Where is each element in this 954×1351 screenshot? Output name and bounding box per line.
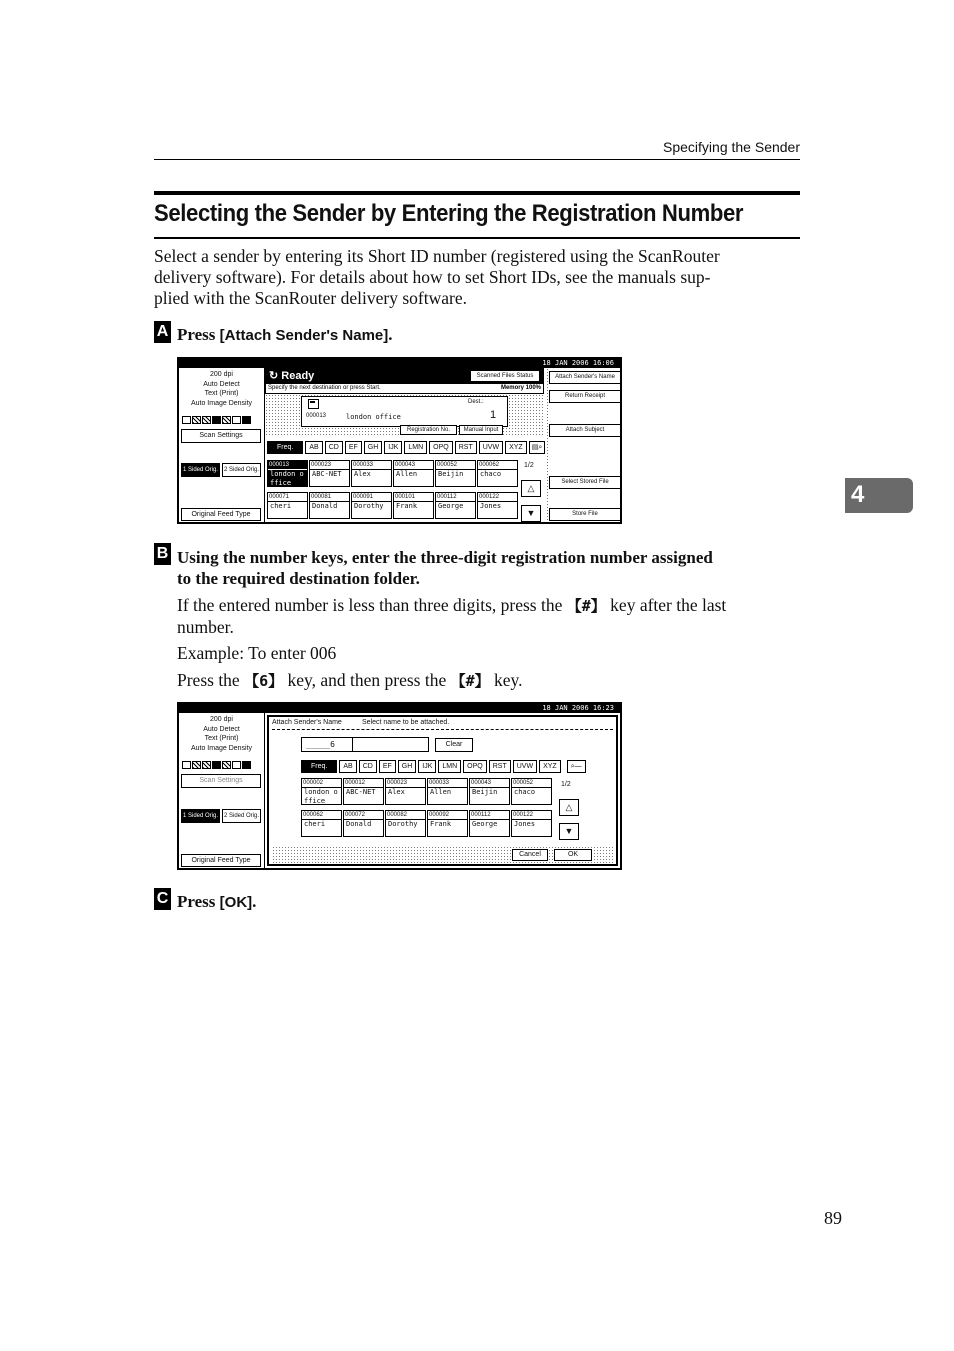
step-2-example: Example: To enter 006 [177, 643, 337, 663]
title-rule-top [154, 191, 800, 195]
attach-senders-name-key: [Attach Sender's Name] [219, 327, 389, 344]
index-tabs [301, 760, 586, 773]
list-item[interactable]: 000092 Frank [427, 810, 468, 837]
status-message: Specify the next destination or press Start. Memory 100% [268, 385, 541, 391]
tab-gh[interactable]: GH [364, 441, 383, 454]
screen-1-datetime: 18 JAN 2006 16:06 [179, 359, 620, 368]
tab-ef[interactable]: EF [345, 441, 362, 454]
step-2-press-keys: Press the 【6】 key, and then press the 【#】 key. [177, 670, 523, 690]
title-rule-bottom [154, 237, 800, 239]
screen-2-left-panel [179, 713, 265, 868]
screen-1 [177, 357, 622, 524]
attach-senders-name-dialog [267, 715, 618, 866]
tab-cd[interactable]: CD [359, 760, 377, 773]
list-item[interactable]: 000012 ABC-NET [343, 778, 384, 805]
original-feed-type-button[interactable]: Original Feed Type [181, 854, 261, 867]
destination-field[interactable] [301, 396, 508, 427]
density-selector[interactable] [182, 761, 251, 769]
step-3-text: Press [OK]. [177, 892, 257, 911]
list-item[interactable]: 000052 chaco [511, 778, 552, 805]
screen-1-left-panel [179, 368, 265, 522]
destination-folder-id: 000013 [306, 413, 327, 419]
status-bar [265, 368, 544, 394]
folder-icon [308, 399, 319, 409]
ok-key: [OK] [219, 894, 253, 911]
list-item[interactable]: 000112 George [435, 492, 476, 519]
list-item[interactable]: 000002 london o ffice [301, 778, 342, 805]
scan-settings-button[interactable]: Scan Settings [181, 429, 261, 443]
attach-senders-name-button[interactable]: Attach Sender's Name [549, 371, 621, 384]
tab-rst[interactable]: RST [489, 760, 511, 773]
tab-rst[interactable]: RST [455, 441, 477, 454]
ok-button[interactable]: OK [554, 849, 592, 861]
tab-freq[interactable]: Freq. [301, 760, 337, 773]
list-item[interactable]: 000071 cheri [267, 492, 308, 519]
list-item[interactable]: 000023 Alex [385, 778, 426, 805]
one-sided-original-button[interactable]: 1 Sided Orig. [181, 809, 220, 823]
tab-opq[interactable]: OPQ [463, 760, 487, 773]
registration-no-button[interactable]: Registration No. [400, 425, 457, 435]
store-file-button[interactable]: Store File [549, 508, 621, 521]
original-feed-type-button[interactable]: Original Feed Type [181, 508, 261, 521]
step-2-text: Using the number keys, enter the three-digit registration number assigned to the required destination folder. [177, 548, 713, 588]
destination-area [265, 394, 544, 437]
list-item[interactable]: 000043 Beijin [469, 778, 510, 805]
section-title: Selecting the Sender by Entering the Registration Number [154, 200, 744, 227]
list-item[interactable]: 000043 Allen [393, 460, 434, 487]
step-3-number: C [154, 888, 171, 910]
dest-count: 1 [490, 409, 497, 421]
screen-2-datetime: 18 JAN 2006 16:23 [179, 704, 620, 713]
step-2-instruction: If the entered number is less than three digits, press the 【#】 key after the last number. [177, 595, 727, 637]
dialog-message: Select name to be attached. [362, 719, 450, 726]
dialog-title: Attach Sender's Name [272, 719, 342, 726]
list-item[interactable]: 000122 Jones [511, 810, 552, 837]
running-head: Specifying the Sender [663, 139, 800, 155]
list-item[interactable]: 000122 Jones [477, 492, 518, 519]
tab-ijk[interactable]: IJK [384, 441, 402, 454]
list-item[interactable]: 000091 Dorothy [351, 492, 392, 519]
tab-xyz[interactable]: XYZ [539, 760, 561, 773]
return-receipt-button[interactable]: Return Receipt [549, 390, 621, 403]
list-item[interactable]: 000112 George [469, 810, 510, 837]
header-rule [154, 159, 800, 160]
scan-info: 200 dpi Auto Detect Text (Print) Auto Image Density [190, 371, 253, 407]
scroll-up-button[interactable]: △ [521, 480, 541, 497]
step-1-number: A [154, 321, 171, 343]
search-icon[interactable]: ▤⌕ [529, 441, 546, 454]
chapter-tab: 4 [845, 478, 913, 513]
hash-key: 【#】 [450, 672, 490, 690]
intro-line: Select a sender by entering its Short ID number (registered using the ScanRouter [154, 246, 720, 266]
hash-key: 【#】 [566, 597, 606, 615]
destination-folder-name: london office [346, 413, 401, 421]
scan-info: 200 dpi Auto Detect Text (Print) Auto Image Density [190, 716, 253, 752]
search-icon[interactable]: ⌕— [567, 760, 586, 773]
page-indicator: 1/2 [524, 462, 534, 469]
ready-status: ↻ Ready [269, 370, 315, 382]
memory-indicator: Memory 100% [500, 385, 541, 391]
page-indicator: 1/2 [561, 781, 571, 788]
destination-list [301, 778, 552, 837]
intro-line: delivery software). For details about how to set Short IDs, see the manuals sup- [154, 267, 711, 287]
tab-ab[interactable]: AB [339, 760, 356, 773]
tab-lmn[interactable]: LMN [404, 441, 427, 454]
list-item[interactable]: 000101 Frank [393, 492, 434, 519]
scanned-files-status-button[interactable]: Scanned Files Status [470, 370, 540, 382]
density-selector[interactable] [182, 416, 251, 424]
tab-gh[interactable]: GH [398, 760, 417, 773]
tab-uvw[interactable]: UVW [513, 760, 537, 773]
index-tabs [267, 441, 545, 454]
two-sided-original-button[interactable]: 2 Sided Orig. [222, 463, 261, 477]
list-item[interactable]: 000082 Dorothy [385, 810, 426, 837]
scroll-up-button[interactable]: △ [559, 799, 579, 816]
one-sided-original-button[interactable]: 1 Sided Orig. [181, 463, 220, 477]
registration-number-input[interactable]: _____6 [301, 737, 429, 752]
intro-line: plied with the ScanRouter delivery software. [154, 288, 467, 308]
list-item[interactable]: 000033 Alex [351, 460, 392, 487]
tab-ijk[interactable]: IJK [418, 760, 436, 773]
list-item[interactable]: 000052 Beijin [435, 460, 476, 487]
list-item[interactable]: 000062 chaco [477, 460, 518, 487]
list-item[interactable]: 000013 london o ffice [267, 460, 308, 487]
tab-ef[interactable]: EF [379, 760, 396, 773]
tab-freq[interactable]: Freq. [267, 441, 303, 454]
scan-settings-button[interactable]: Scan Settings [181, 774, 261, 788]
list-item[interactable]: 000062 cheri [301, 810, 342, 837]
destination-list [267, 460, 518, 519]
clear-button[interactable]: Clear [435, 738, 473, 752]
step-2-number: B [154, 543, 171, 565]
select-stored-file-button[interactable]: Select Stored File [549, 476, 621, 489]
tab-ab[interactable]: AB [305, 441, 322, 454]
scroll-down-button[interactable]: ▼ [559, 823, 579, 840]
cancel-button[interactable]: Cancel [512, 849, 548, 861]
tab-cd[interactable]: CD [325, 441, 343, 454]
attach-subject-button[interactable]: Attach Subject [549, 424, 621, 437]
dest-label: Dest.: [468, 399, 484, 405]
two-sided-original-button[interactable]: 2 Sided Orig. [222, 809, 261, 823]
scroll-down-button[interactable]: ▼ [521, 505, 541, 522]
six-key: 【6】 [244, 672, 284, 690]
tab-opq[interactable]: OPQ [429, 441, 453, 454]
list-item[interactable]: 000033 Allen [427, 778, 468, 805]
list-item[interactable]: 000081 Donald [309, 492, 350, 519]
list-item[interactable]: 000072 Donald [343, 810, 384, 837]
refresh-icon: ↻ [269, 370, 279, 382]
page-number: 89 [824, 1208, 842, 1228]
list-item[interactable]: 000023 ABC-NET [309, 460, 350, 487]
tab-uvw[interactable]: UVW [479, 441, 503, 454]
step-1-text: Press [Attach Sender's Name]. [177, 325, 393, 344]
intro-paragraph [154, 246, 800, 309]
tab-lmn[interactable]: LMN [438, 760, 461, 773]
tab-xyz[interactable]: XYZ [505, 441, 527, 454]
manual-input-button[interactable]: Manual Input [459, 425, 503, 435]
screen-2 [177, 702, 622, 870]
